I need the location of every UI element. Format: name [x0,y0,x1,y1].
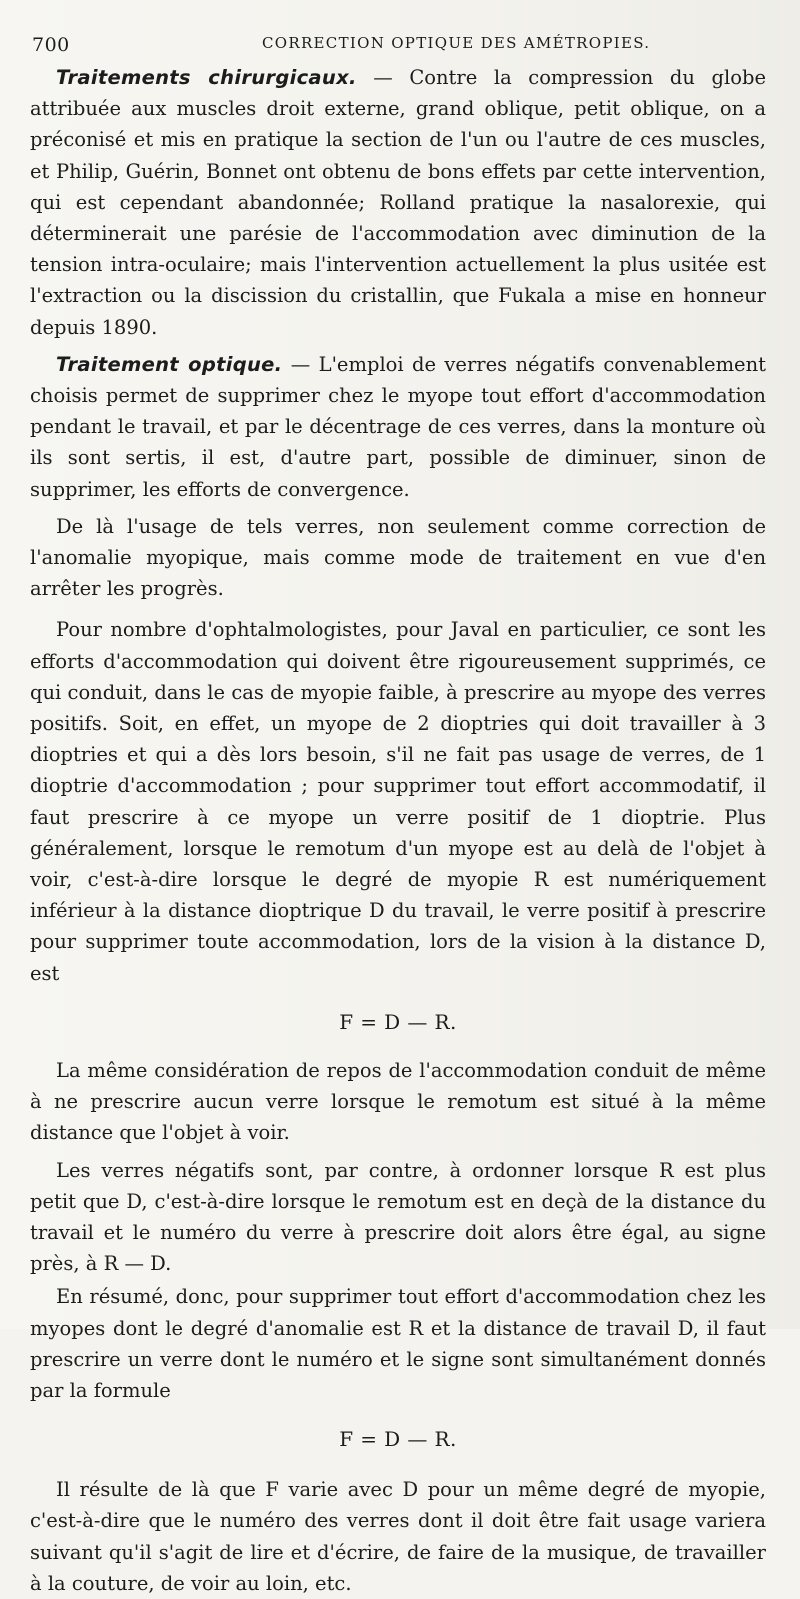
paragraph-traitements-chirurgicaux [30,62,766,343]
paragraph-traitement-optique [30,349,766,505]
section-text-traitement-optique: — L'emploi de verres négatifs convenablement choisis permet de supprimer chez le myope tout effort d'accommodation pendant le travail, et par le décentrage de ces verres, dans la monture où ils sont sertis, il est, d'autre part, possible de diminuer, sinon de supprimer, les efforts de convergence. [30,352,766,501]
paragraph-repos-accommodation: La même considération de repos de l'accommodation conduit de même à ne prescrire aucun verre lorsque le remotum est situé à la même distance que l'objet à voir. [30,1058,766,1145]
paragraph-usage-verres: De là l'usage de tels verres, non seulement comme correction de l'anomalie myopique, mais comme mode de traitement en vue d'en arrêter les progrès. [30,514,766,601]
page-number: 700 [32,34,70,56]
section-text-traitements-chirurgicaux: — Contre la compression du globe attribuée aux muscles droit externe, grand oblique, petit oblique, on a préconisé et mis en pratique la section de l'un ou l'autre de ces muscles, et Philip, Guérin, Bonnet ont obtenu de bons effets par cette intervention, qui est cependant abandonnée; Rolland pratique la nasalorexie, qui déterminerait une parésie de l'accommodation avec diminution de la tension intra-oculaire; mais l'intervention actuellement la plus usitée est l'extraction ou la discission du cristallin, que Fukala a mise en honneur depuis 1890. [30,66,767,339]
running-title: CORRECTION OPTIQUE DES AMÉTROPIES. [262,34,651,52]
page-body [30,62,766,1599]
paragraph-variation-f: Il résulte de là que F varie avec D pour un même degré de myopie, c'est-à-dire que le numéro des verres dont il doit être fait usage variera suivant qu'il s'agit de lire et d'écrire, de faire de la musique, de travailler à la couture, de voir au loin, etc. [30,1478,766,1595]
page-header [30,32,770,58]
paragraph-resume: En résumé, donc, pour supprimer tout effort d'accommodation chez les myopes dont le degré d'anomalie est R et la distance de travail D, il faut prescrire un verre dont le numéro et le signe sont simultanément donnés par la formule [30,1285,766,1402]
formula-first: F = D — R. [339,1009,457,1034]
section-heading-traitement-optique: Traitement optique. [56,352,283,376]
formula-second: F = D — R. [339,1427,457,1452]
section-heading-traitements-chirurgicaux: Traitements chirurgicaux. [56,66,357,89]
paragraph-verres-negatifs: Les verres négatifs sont, par contre, à ordonner lorsque R est plus petit que D, c'est-à-dire lorsque le remotum est en deçà de la distance du travail et le numéro du verre à prescrire doit alors être égal, au signe près, à R — D. [30,1158,766,1276]
paragraph-javal: Pour nombre d'ophtalmologistes, pour Javal en particulier, ce sont les efforts d'accommodation qui doivent être rigoureusement supprimés, ce qui conduit, dans le cas de myopie faible, à prescrire au myope des verres positifs. Soit, en effet, un myope de 2 dioptries qui doit travailler à 3 dioptries et qui a dès lors besoin, s'il ne fait pas usage de verres, de 1 dioptrie d'accommodation ; pour supprimer tout effort accommodatif, il faut prescrire à ce myope un verre positif de 1 dioptrie. Plus généralement, lorsque le remotum d'un myope est au delà de l'objet à voir, c'est-à-dire lorsque le degré de myopie R est numériquement inférieur à la distance dioptrique D du travail, le verre positif à prescrire pour supprimer toute accommodation, lors de la vision à la distance D, est [30,618,766,985]
